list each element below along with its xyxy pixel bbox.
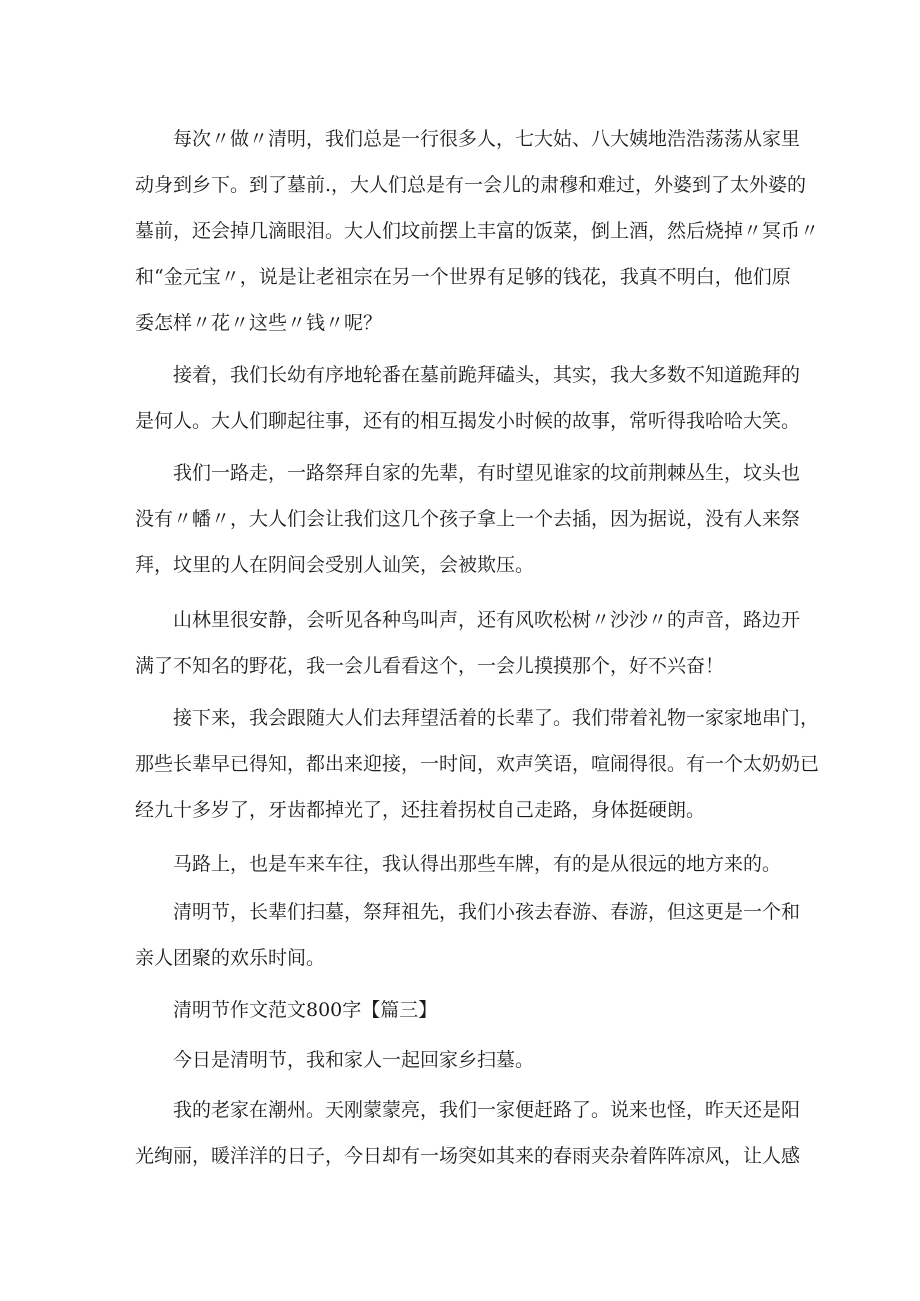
text-line: 是何人。大人们聊起往事，还有的相互揭发小时候的故事，常听得我哈哈大笑。 (135, 410, 801, 432)
text-line: 山林里很安静，会听见各种鸟叫声，还有风吹松树〃沙沙〃的声音，路边开 (173, 609, 801, 631)
text-line: 亲人团聚的欢乐时间。 (135, 947, 326, 969)
text-line: 接着，我们长幼有序地轮番在墓前跪拜磕头，其实，我大多数不知道跪拜的 (173, 364, 801, 386)
paragraph-9 (135, 1087, 801, 1179)
text-line: 满了不知名的野花，我一会儿看看这个，一会儿摸摸那个，好不兴奋！ (135, 655, 725, 677)
paragraph-6 (135, 841, 795, 887)
text-line: 我们一路走，一路祭拜自家的先辈，有时望见谁家的坟前荆棘丛生，坟头也 (173, 462, 801, 484)
section-heading (135, 987, 795, 1033)
text-line: 每次〃做〃清明，我们总是一行很多人，七大姑、八大姨地浩浩荡荡从家里 (173, 128, 801, 150)
text-line: 墓前，还会掉几滴眼泪。大人们坟前摆上丰富的饭菜，倒上酒，然后烧掉〃冥币〃 (135, 220, 820, 242)
text-line: 动身到乡下。到了墓前.，大人们总是有一会儿的肃穆和难过，外婆到了太外婆的 (135, 174, 807, 196)
text-line: 我的老家在潮州。天刚蒙蒙亮，我们一家便赶路了。说来也怪，昨天还是阳 (173, 1099, 801, 1121)
paragraph-2 (135, 352, 801, 444)
text-line: 光绚丽，暖洋洋的日子，今日却有一场突如其来的春雨夹杂着阵阵凉风，让人感 (135, 1145, 801, 1167)
text-line: 那些长辈早已得知，都出来迎接，一时间，欢声笑语，喧闹得很。有一个太奶奶已 (135, 753, 820, 775)
text-line: 清明节，长辈们扫墓，祭拜祖先，我们小孩去春游、春游，但这更是一个和 (173, 901, 801, 923)
paragraph-4 (135, 597, 801, 689)
paragraph-7 (135, 889, 801, 981)
text-line: 没有〃幡〃，大人们会让我们这几个孩子拿上一个去插，因为据说，没有人来祭 (135, 508, 801, 530)
text-line: 和“金元宝〃，说是让老祖宗在另一个世界有足够的钱花，我真不明白，他们原 (135, 266, 791, 288)
text-line: 委怎样〃花〃这些〃钱〃呢？ (135, 312, 383, 334)
text-line: 清明节作文范文800字【篇三】 (173, 999, 438, 1021)
paragraph-8 (135, 1037, 795, 1083)
paragraph-3 (135, 450, 801, 588)
text-line: 接下来，我会跟随大人们去拜望活着的长辈了。我们带着礼物一家家地串门， (173, 707, 820, 729)
text-line: 今日是清明节，我和家人一起回家乡扫墓。 (173, 1049, 535, 1071)
text-line: 经九十多岁了，牙齿都掉光了，还拄着拐杖自己走路，身体挺硬朗。 (135, 799, 706, 821)
text-line: 马路上，也是车来车往，我认得出那些车牌，有的是从很远的地方来的。 (173, 853, 782, 875)
text-line: 拜，坟里的人在阴间会受别人讪笑，会被欺压。 (135, 554, 535, 576)
paragraph-1 (135, 116, 820, 346)
paragraph-5 (135, 695, 820, 833)
